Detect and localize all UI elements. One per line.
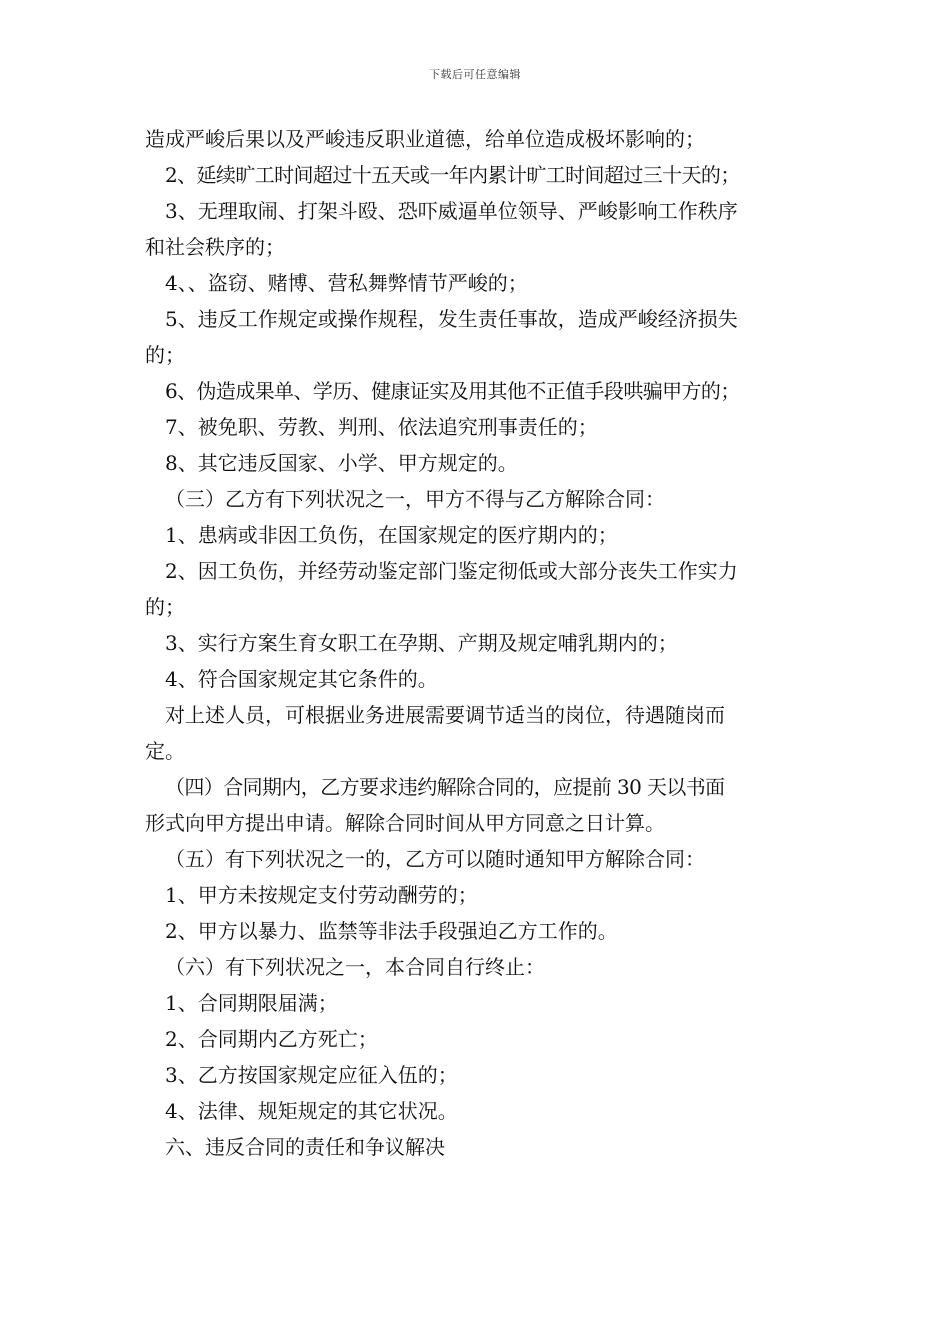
paragraph-line: 4、、盗窃、赌博、营私舞弊情节严峻的； xyxy=(165,271,528,295)
paragraph-line: 4、法律、规矩规定的其它状况。 xyxy=(165,1099,458,1123)
document-body xyxy=(145,121,810,1165)
paragraph-line: 5、违反工作规定或操作规程，发生责任事故，造成严峻经济损失 xyxy=(165,307,738,331)
paragraph-line: 3、实行方案生育女职工在孕期、产期及规定哺乳期内的； xyxy=(165,631,678,655)
paragraph-line: 2、甲方以暴力、监禁等非法手段强迫乙方工作的。 xyxy=(165,919,618,943)
paragraph-line: 3、无理取闹、打架斗殴、恐吓威逼单位领导、严峻影响工作秩序 xyxy=(165,199,738,223)
paragraph-line: （六）有下列状况之一，本合同自行终止： xyxy=(165,955,545,979)
paragraph-line: 的； xyxy=(145,343,185,367)
paragraph-line: 1、甲方未按规定支付劳动酬劳的； xyxy=(165,883,478,907)
paragraph-line: 7、被免职、劳教、判刑、依法追究刑事责任的； xyxy=(165,415,598,439)
paragraph-line: 2、合同期内乙方死亡； xyxy=(165,1027,378,1051)
paragraph-line: 2、延续旷工时间超过十五天或一年内累计旷工时间超过三十天的； xyxy=(165,163,740,187)
paragraph-line: 形式向甲方提出申请。解除合同时间从甲方同意之日计算。 xyxy=(145,811,665,835)
paragraph-line: （四）合同期内，乙方要求违约解除合同的，应提前 30 天以书面 xyxy=(165,775,725,799)
paragraph-line: 6、伪造成果单、学历、健康证实及用其他不正值手段哄骗甲方的； xyxy=(165,379,740,403)
page-header: 下载后可任意编辑 xyxy=(429,68,521,81)
paragraph-line: 1、患病或非因工负伤，在国家规定的医疗期内的； xyxy=(165,523,618,547)
paragraph-line: （五）有下列状况之一的，乙方可以随时通知甲方解除合同： xyxy=(165,847,705,871)
paragraph-line: 定。 xyxy=(145,739,185,763)
paragraph-line: 3、乙方按国家规定应征入伍的； xyxy=(165,1063,458,1087)
paragraph-line: （三）乙方有下列状况之一，甲方不得与乙方解除合同： xyxy=(165,487,665,511)
paragraph-line: 4、符合国家规定其它条件的。 xyxy=(165,667,438,691)
paragraph-line: 六、违反合同的责任和争议解决 xyxy=(165,1135,445,1159)
paragraph-line: 和社会秩序的； xyxy=(145,235,285,259)
paragraph-line: 8、其它违反国家、小学、甲方规定的。 xyxy=(165,451,518,475)
paragraph-line: 2、因工负伤，并经劳动鉴定部门鉴定彻低或大部分丧失工作实力 xyxy=(165,559,738,583)
paragraph-line: 1、合同期限届满； xyxy=(165,991,338,1015)
paragraph-line: 造成严峻后果以及严峻违反职业道德，给单位造成极坏影响的； xyxy=(145,127,705,151)
paragraph-line: 对上述人员，可根据业务进展需要调节适当的岗位，待遇随岗而 xyxy=(165,703,725,727)
paragraph-line: 的； xyxy=(145,595,185,619)
